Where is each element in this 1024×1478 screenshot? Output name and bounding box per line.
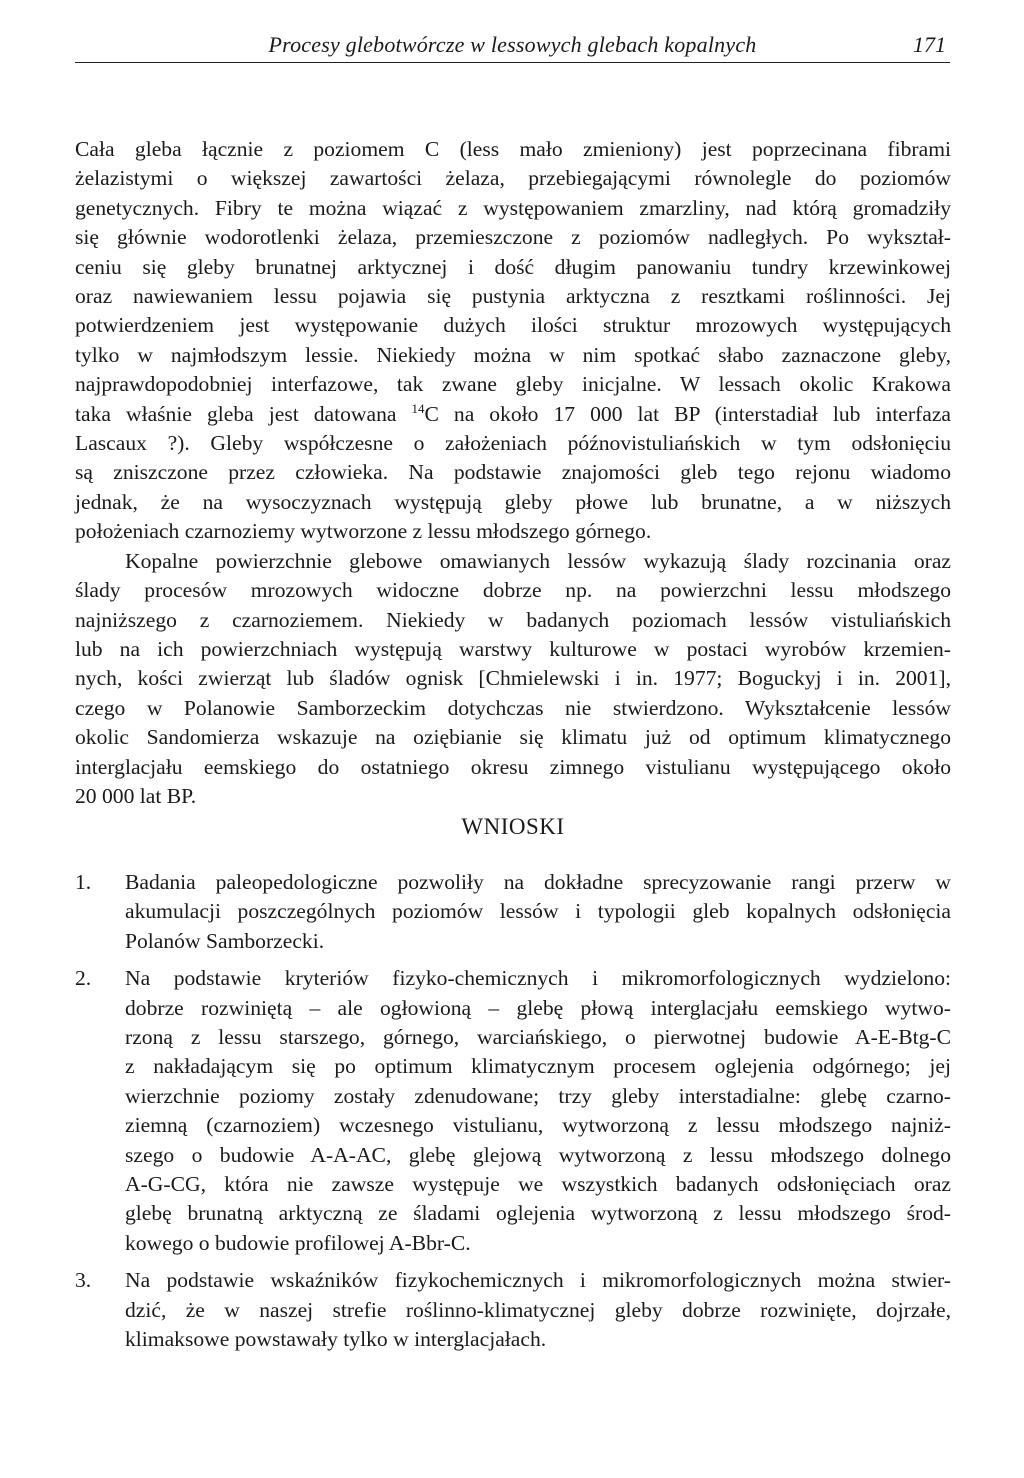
text-line: 20 000 lat BP. [75,783,197,808]
page-header [75,30,950,63]
text-line: akumulacji poszczególnych poziomów lessów i typologii gleb kopalnych odsłonięcia [125,899,951,924]
text-line: rzoną z lessu starszego, górnego, warciańskiego, o pierwotnej budowie A-E-Btg-C [125,1025,951,1050]
item-number: 3. [75,1268,92,1293]
text-line: dzić, że w naszej strefie roślinno-klimatycznej gleby dobrze rozwinięte, dojrzałe, [125,1297,951,1322]
text-line: nych, kości zwierząt lub śladów ognisk [Chmielewski i in. 1977; Boguckyj i in. 2001], [75,666,951,691]
text-line: położeniach czarnoziemy wytworzone z lessu młodszego górnego. [75,519,652,544]
conclusion-item [75,964,951,1258]
text-line: najprawdopodobniej interfazowe, tak zwane gleby inicjalne. W lessach okolic Krakowa [75,372,951,397]
text-line: glebę brunatną arktyczną ze śladami oglejenia wytworzoną z lessu młodszego środ- [125,1201,951,1226]
text-line: Na podstawie wskaźników fizykochemicznych i mikromorfologicznych można stwier- [125,1268,951,1293]
text-line: lub na ich powierzchniach występują warstwy kulturowe w postaci wyrobów krzemien- [75,636,951,661]
text-line: Na podstawie kryteriów fizyko-chemicznych i mikromorfologicznych wydzielono: [125,966,951,991]
text-line: kowego o budowie profilowej A-Bbr-C. [125,1230,471,1255]
text-line: szego o budowie A-A-AC, glebę glejową wytworzoną z lessu młodszego dolnego [125,1142,951,1167]
text-line: genetycznych. Fibry te można wiązać z występowaniem zmarzliny, nad którą gromadziły [75,195,951,220]
text-line-dating [75,400,951,429]
text-line: Cała gleba łącznie z poziomem C (less mało zmieniony) jest poprzecinana fibrami [75,137,951,161]
text-line: Lascaux ?). Gleby współczesne o założeniach późnovistuliańskich w tym odsłonięciu [75,431,951,456]
text-line: potwierdzeniem jest występowanie dużych ilości struktur mrozowych występujących [75,313,951,338]
text-line: z nakładającym się po optimum klimatycznym procesem oglejenia odgórnego; jej [125,1054,951,1079]
text-line: tylko w najmłodszym lessie. Niekiedy można w nim spotkać słabo zaznaczone gleby, [75,342,951,367]
text-line: Kopalne powierzchnie glebowe omawianych lessów wykazują ślady rozcinania oraz [125,548,951,573]
conclusions-list [75,868,951,1363]
item-number: 1. [75,870,92,894]
text-line: interglacjału eemskiego do ostatniego okresu zimnego vistulianu występującego około [75,754,951,779]
text-line: najniższego z czarnoziemem. Niekiedy w badanych poziomach lessów vistuliańskich [75,607,951,632]
text-line: ceniu się gleby brunatnej arktycznej i dość długim panowaniu tundry krzewinkowej [75,254,951,279]
text-line: się głównie wodorotlenki żelaza, przemieszczone z poziomów nadległych. Po wykształ- [75,225,951,250]
page-number: 171 [913,32,946,57]
text-line: żelazistymi o większej zawartości żelaza, przebiegającymi równolegle do poziomów [75,166,951,191]
text-line: ziemną (czarnoziem) wczesnego vistulianu, wytworzoną z lessu młodszego najniż- [125,1113,951,1138]
paragraph-1 [75,135,951,547]
item-number: 2. [75,966,92,991]
text-line: wierzchnie poziomy zostały zdenudowane; trzy gleby interstadialne: glebę czarno- [125,1083,951,1108]
running-title: Procesy glebotwórcze w lessowych glebach kopalnych [268,32,757,57]
text-line: jednak, że na wysoczyznach występują gleby płowe lub brunatne, a w niższych [75,489,951,514]
conclusion-item [75,868,951,956]
text-line: Polanów Samborzecki. [125,928,325,953]
text-line: są zniszczone przez człowieka. Na podstawie znajomości gleb tego rejonu wiadomo [75,460,951,485]
isotope-superscript: 14 [411,400,425,416]
text-line: oraz nawiewaniem lessu pojawia się pustynia arktyczna z resztkami roślinności. Jej [75,284,951,309]
conclusion-item [75,1266,951,1354]
text-line: czego w Polanowie Samborzeckim dotychczas nie stwierdzono. Wykształcenie lessów [75,695,951,720]
text-line: okolic Sandomierza wskazuje na oziębianie się klimatu już od optimum klimatycznego [75,725,951,750]
text-line: Badania paleopedologiczne pozwoliły na dokładne sprecyzowanie rangi przerw w [125,870,951,894]
text-line: A-G-CG, która nie zawsze występuje we wszystkich badanych odsłonięciach oraz [125,1172,951,1197]
paragraph-2 [75,547,951,812]
text-line: ślady procesów mrozowych widoczne dobrze np. na powierzchni lessu młodszego [75,578,951,603]
dating-text-after: C na około 17 000 lat BP (interstadiał lub interfaza [424,401,951,426]
section-heading: WNIOSKI [461,814,565,839]
body-text [75,135,951,811]
text-line: klimaksowe powstawały tylko w interglacjałach. [125,1327,547,1352]
text-line: dobrze rozwiniętą – ale ogłowioną – glebę płową interglacjału eemskiego wytwo- [125,995,951,1020]
dating-text-before: taka właśnie gleba jest datowana [75,401,412,426]
